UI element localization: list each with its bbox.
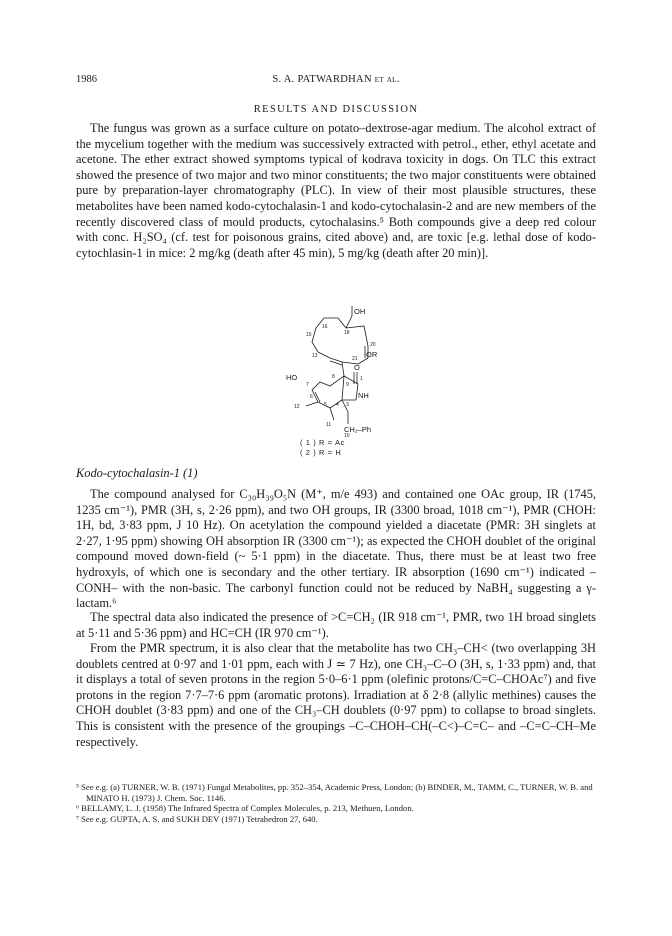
paragraph-spectral-data: The spectral data also indicated the presence of >C=CH₂ (IR 918 cm⁻¹, PMR, two 1H broad singlets at 5·11 and 5·36 ppm) and HC=CH (IR 970 cm⁻¹). (76, 610, 596, 640)
label-c4: 4 (336, 402, 339, 408)
subsection-heading: Kodo-cytochalasin-1 (1) (76, 466, 198, 480)
label-c5: 5 (324, 402, 327, 408)
label-c7: 7 (306, 382, 309, 388)
running-head (76, 74, 596, 90)
label-o: O (354, 363, 360, 372)
label-c16: 16 (322, 324, 328, 330)
footnote-5: ⁵ See e.g. (a) TURNER, W. B. (1971) Fungal Metabolites, pp. 352–354, Academic Press, London; (b) BINDER, M., TAMM, C., TURNER, W. B. and MINATO H. (1973) J. Chem. Soc. 1146. (76, 782, 593, 803)
footnote-7: ⁷ See e.g. GUPTA, A. S. and SUKH DEV (1971) Tetrahedron 27, 640. (76, 813, 318, 824)
label-c8: 8 (332, 374, 335, 380)
section-heading: RESULTS AND DISCUSSION (253, 104, 419, 115)
label-c12: 12 (294, 404, 300, 410)
label-c13: 13 (312, 353, 318, 359)
structure-caption-1: ( 1 ) R = Ac (300, 438, 345, 447)
label-c20: 20 (370, 342, 376, 348)
footnote-6: ⁶ BELLAMY, L. J. (1958) The Infrared Spectra of Complex Molecules, p. 213, Methuen, London. (76, 803, 414, 814)
running-title: S. A. PATWARDHAN et al. (272, 74, 400, 85)
label-c18: 18 (344, 330, 350, 336)
label-c3: 3 (346, 402, 349, 408)
paragraph-pmr-spectrum: From the PMR spectrum, it is also clear that the metabolite has two CH₃–CH< (two overlapping 3H doublets centred at 0·97 and 1·01 ppm, each with J ≃ 7 Hz), one CH₃–C–O (3H, s, 1·33 ppm) and, that it displays a total of seven protons in the region 5·0–6·1 ppm (olefinic protons/C=C–CHOAc⁷) and five protons in the region 7·7–7·6 ppm (aromatic protons). Irradiation at δ 2·8 (allylic methines) causes the CHOH doublet (3·83 ppm) and one of the CH₃–CH doublets (0·97 ppm) to collapse to broad singlets. This is consistent with the presence of the groupings –C–CHOH–CH(–C<)–C=C– and –C=C–CH–Me respectively. (76, 641, 596, 749)
page-number: 1986 (76, 74, 97, 85)
paragraph-compound-analysis: The compound analysed for C₃₀H₃₉O₅N (M⁺, m/e 493) and contained one OAc group, IR (1745, 1235 cm⁻¹), PMR (3H, s, 2·26 ppm), and two OH groups, IR (3300 broad, 1018 cm⁻¹), PMR (CHOH: 1H, bd, 3·83 ppm, J 10 Hz). On acetylation the compound yielded a diacetate (PMR: 3H singlets at 2·27, 1·95 ppm) showing OH absorption IR (3300 cm⁻¹); as expected the CHOH doublet of the original compound moved down-field (~ 5·1 ppm) in the diacetate. Thus, there must be at least two free hydroxyls, of which one is secondary and the other tertiary. IR absorption (1690 cm⁻¹) indicated –CONH– with the non-basic. The carbonyl function could not be reduced by NaBH₄ suggesting a γ-lactam.⁶ (76, 487, 596, 611)
label-oh-top: OH (354, 307, 366, 316)
structure-caption-2: ( 2 ) R = H (300, 448, 342, 457)
label-c1: 1 (360, 376, 363, 382)
label-c9: 9 (346, 382, 349, 388)
label-c11: 11 (326, 422, 332, 428)
label-ho: HO (286, 373, 298, 382)
label-c15: 15 (306, 332, 312, 338)
label-ch2ph: CH₂–Ph (344, 425, 372, 434)
paragraph-intro: The fungus was grown as a surface culture on potato–dextrose-agar medium. The alcohol extract of the mycelium together with the medium was successively extracted with petrol., ether, ethyl acetate and acetone. The ether extract showed symptoms typical of kodrava toxicity in dogs. On TLC this extract showed the presence of two major and two minor constituents; the two major constituents were obtained pure by preparation-layer chromatography (PLC). In view of their most plausible structures, these metabolites have been named kodo-cytochalasin-1 and kodo-cytochalasin-2 and are new members of the recently discovered class of mould products, cytochalasins.⁵ Both compounds give a deep red colour with conc. H₂SO₄ (cf. test for poisonous grains, cited above) and, are toxic [e.g. lethal dose of kodo-cytochlasin-1 in mice: 2 mg/kg (death after 45 min), 5 mg/kg (death after 20 min)]. (76, 121, 596, 260)
label-or: OR (366, 350, 378, 359)
chemical-structure-diagram (272, 306, 392, 456)
label-c10: 10 (344, 433, 350, 439)
footnotes (76, 782, 596, 824)
label-nh: NH (358, 391, 369, 400)
label-c21: 21 (352, 356, 358, 362)
label-c6: 6 (310, 394, 313, 400)
